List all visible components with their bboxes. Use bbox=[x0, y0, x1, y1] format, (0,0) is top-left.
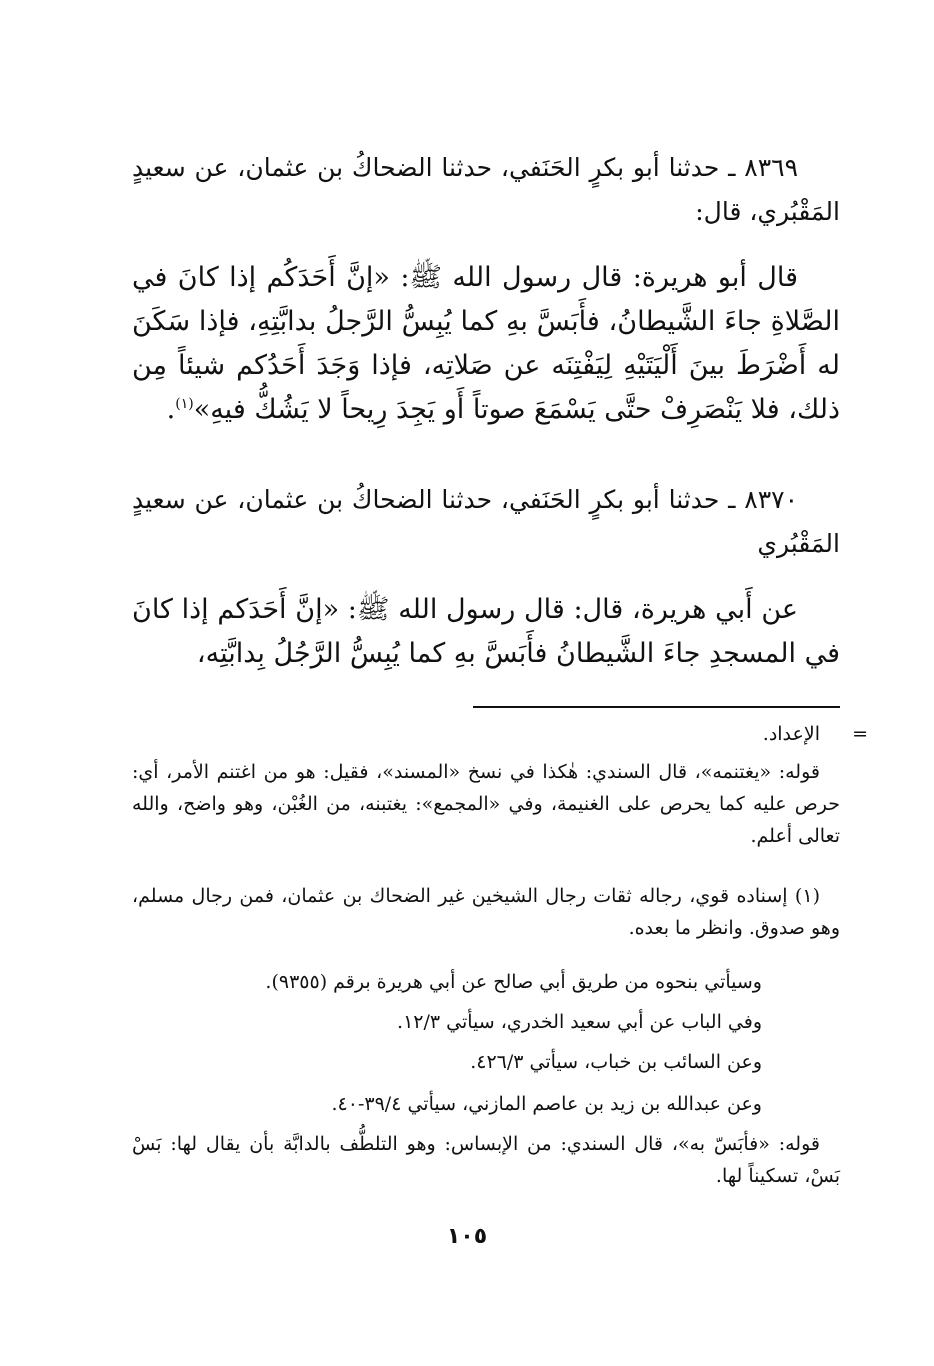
hadith-8370-matn: عن أَبي هريرة، قال: قال رسول الله ﷺ: «إنَّ أَحَدَكم إذا كانَ في المسجدِ جاءَ الشَّيطانُ فأَبَسَّ بهِ كما يُبِسُّ الرَّجُلُ بِدابَّتِه، bbox=[132, 594, 840, 669]
hadith-8369-isnad: ٨٣٦٩ ـ حدثنا أبو بكرٍ الحَنَفي، حدثنا الضحاكُ بن عثمان، عن سعيدٍ المَقْبُري، قال: bbox=[132, 153, 840, 226]
hadith-8369-matn: قال أبو هريرة: قال رسول الله ﷺ: «إنَّ أَحَدَكُم إذا كانَ في الصَّلاةِ جاءَ الشَّيطانُ، فأَبَسَّ بهِ كما يُبِسُّ الرَّجلُ بدابَّتِهِ، فإذا سَكَنَ له أَضْرَطَ بينَ أَلْيَتَيْهِ لِيَفْتِنَه عن صَلاتِه، فإذا وَجَدَ أَحَدُكم شيئاً مِن ذلك، فلا يَنْصَرِفْ حتَّى يَسْمَعَ صوتاً أَو يَجِدَ رِيحاً لا يَشُكُّ فيهِ»$^{(١)}$. bbox=[132, 262, 840, 425]
footnote-yaghtanimuhu: قوله: «يغتنمه»، قال السندي: هٰكذا في نسخ «المسند»، فقيل: هو من اغتنم الأمر، أي: حرص عليه كما يحرص على الغنيمة، وفي «المجمع»: يغتبنه، من الغُبْن، وهو واضح، والله تعالى أعلم. bbox=[132, 761, 840, 847]
hadith-8370-isnad: ٨٣٧٠ ـ حدثنا أبو بكرٍ الحَنَفي، حدثنا الضحاكُ بن عثمان، عن سعيدٍ المَقْبُري bbox=[132, 485, 840, 558]
footnote-fa-abassa: قوله: «فأبَسّ به»، قال السندي: من الإبساس: وهو التلطُّف بالدابَّة بأن يقال لها: بَسْ بَسْ، تسكيناً لها. bbox=[132, 1133, 840, 1187]
footnote-continuation-mark: = bbox=[852, 723, 868, 745]
footnote-1: (١) إسناده قوي، رجاله ثقات رجال الشيخين غير الضحاك بن عثمان، فمن رجال مسلم، وهو صدوق. وانظر ما بعده. bbox=[132, 885, 840, 939]
footnote-ref-1: (١) bbox=[175, 396, 194, 412]
footnote-1-line-3: وفي الباب عن أبي سعيد الخدري، سيأتي ١٢/٣. bbox=[397, 1011, 762, 1033]
page-number: ١٠٥ bbox=[446, 1224, 488, 1249]
footnote-1-line-4: وعن السائب بن خباب، سيأتي ٤٢٦/٣. bbox=[470, 1051, 762, 1073]
footnote-continuation-text: الإعداد. bbox=[762, 723, 820, 745]
footnote-1-line-5: وعن عبدالله بن زيد بن عاصم المازني، سيأتي ٣٩/٤-٤٠. bbox=[331, 1093, 762, 1115]
footnote-1-line-2: وسيأتي بنحوه من طريق أبي صالح عن أبي هريرة برقم (٩٣٥٥). bbox=[265, 971, 762, 993]
hadith-8369-matn-text: قال أبو هريرة: قال رسول الله ﷺ: «إنَّ أَحَدَكُم إذا كانَ في الصَّلاةِ جاءَ الشَّيطانُ، فأَبَسَّ بهِ كما يُبِسُّ الرَّجلُ بدابَّتِهِ، فإذا سَكَنَ له أَضْرَطَ بينَ أَلْيَتَيْهِ لِيَفْتِنَه عن صَلاتِه، فإذا وَجَدَ أَحَدُكم شيئاً مِن ذلك، فلا يَنْصَرِفْ حتَّى يَسْمَعَ صوتاً أَو يَجِدَ رِيحاً لا يَشُكُّ فيهِ» bbox=[132, 262, 840, 425]
footnote-separator bbox=[473, 706, 840, 708]
